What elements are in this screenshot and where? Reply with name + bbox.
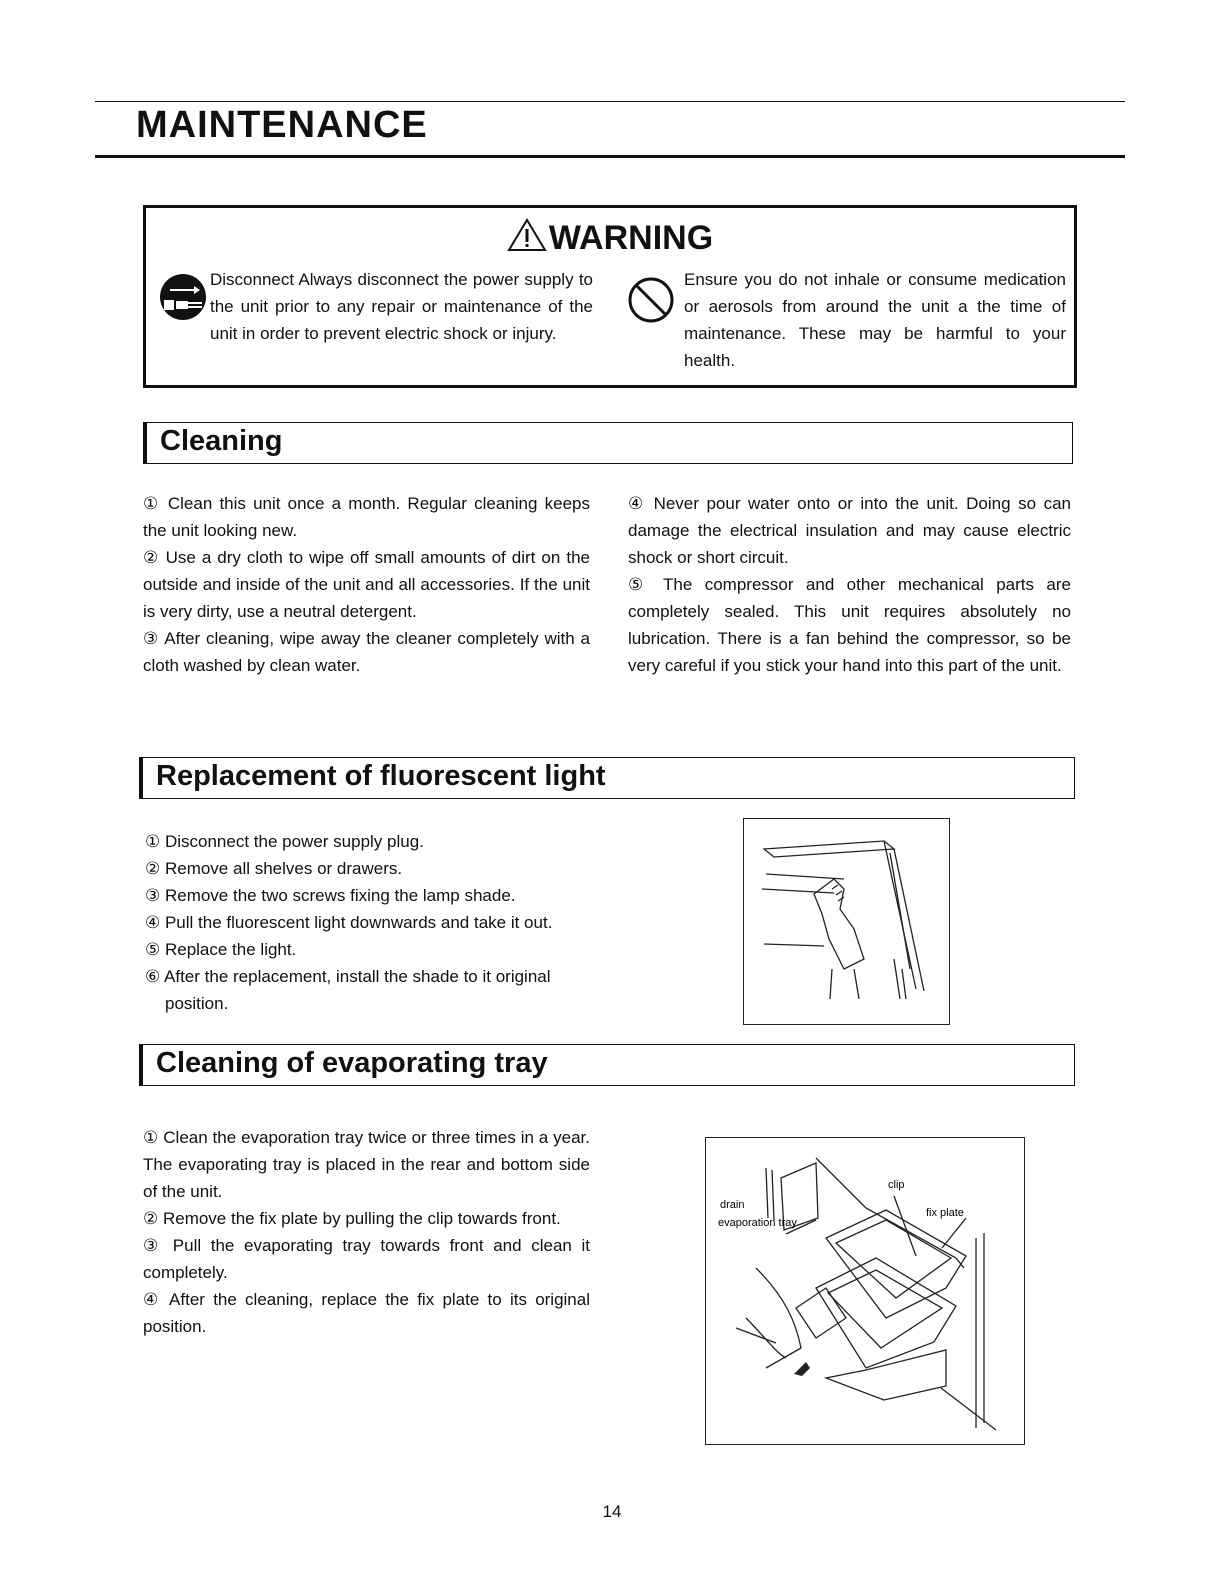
- evaporating-step-3: ③ Pull the evaporating tray towards front and clean it completely.: [143, 1236, 590, 1282]
- warning-triangle-icon: [507, 218, 547, 252]
- evaporating-tray-illustration: [706, 1138, 1024, 1444]
- cleaning-item-1: ① Clean this unit once a month. Regular cleaning keeps the unit looking new.: [143, 494, 590, 540]
- cleaning-item-4: ④ Never pour water onto or into the unit. Doing so can damage the electrical insulation and may cause electric shock or short circuit.: [628, 494, 1071, 567]
- header-left-bar: [140, 1045, 143, 1085]
- cleaning-section-header: [143, 422, 1073, 464]
- evaporating-step-4: ④ After the cleaning, replace the fix plate to its original position.: [143, 1290, 590, 1336]
- cleaning-right-column: [628, 490, 1071, 679]
- unplug-icon: [158, 272, 208, 322]
- header-left-bar: [140, 758, 143, 798]
- cleaning-left-column: [143, 490, 590, 679]
- fluorescent-step-4: ④ Pull the fluorescent light downwards and take it out.: [145, 913, 553, 932]
- fluorescent-section-header: [139, 757, 1075, 799]
- fluorescent-step-3: ③ Remove the two screws fixing the lamp shade.: [145, 886, 516, 905]
- fluorescent-step-2: ② Remove all shelves or drawers.: [145, 859, 403, 878]
- figure-label-fix-plate: fix plate: [926, 1207, 964, 1219]
- header-left-bar: [144, 423, 147, 463]
- fluorescent-figure: [743, 818, 950, 1025]
- warning-box: [143, 205, 1077, 388]
- evaporating-section-header: [139, 1044, 1075, 1086]
- figure-label-evaporation-tray: evaporation tray: [718, 1217, 797, 1229]
- top-rule: [95, 101, 1125, 102]
- title-underline: [95, 155, 1125, 158]
- warning-left-text: Disconnect Always disconnect the power supply to the unit prior to any repair or maintenance of the unit in order to prevent electric shock or injury.: [210, 270, 593, 343]
- warning-right-text: Ensure you do not inhale or consume medication or aerosols from around the unit a the time of maintenance. These may be harmful to your health.: [684, 270, 1066, 370]
- evaporating-step-1: ① Clean the evaporation tray twice or three times in a year. The evaporating tray is placed in the rear and bottom side of the unit.: [143, 1128, 590, 1201]
- fluorescent-step-1: ① Disconnect the power supply plug.: [145, 832, 424, 851]
- figure-label-drain: drain: [720, 1199, 745, 1211]
- figure-label-clip: clip: [888, 1179, 905, 1191]
- warning-heading: [146, 218, 1074, 258]
- warning-heading-text: WARNING: [548, 219, 714, 257]
- cleaning-item-5: ⑤ The compressor and other mechanical parts are completely sealed. This unit requires absolutely no lubrication. There is a fan behind the compressor, so be very careful if you stick your hand into this part of the unit.: [628, 575, 1071, 675]
- page-title: MAINTENANCE: [136, 104, 428, 146]
- lamp-replacement-illustration: [744, 819, 949, 1024]
- evaporating-steps: [143, 1124, 590, 1340]
- cleaning-title: Cleaning: [160, 425, 283, 457]
- fluorescent-step-6: ⑥ After the replacement, install the shade to it original position.: [145, 967, 551, 1013]
- cleaning-item-2: ② Use a dry cloth to wipe off small amounts of dirt on the outside and inside of the unit and all accessories. If the unit is very dirty, use a neutral detergent.: [143, 548, 590, 621]
- prohibited-icon: [627, 276, 675, 324]
- fluorescent-title: Replacement of fluorescent light: [156, 760, 606, 792]
- evaporating-step-2: ② Remove the fix plate by pulling the clip towards front.: [143, 1209, 561, 1228]
- evaporating-figure: [705, 1137, 1025, 1445]
- fluorescent-steps: [145, 828, 605, 1017]
- cleaning-item-3: ③ After cleaning, wipe away the cleaner completely with a cloth washed by clean water.: [143, 629, 590, 675]
- fluorescent-step-5: ⑤ Replace the light.: [145, 940, 297, 959]
- evaporating-title: Cleaning of evaporating tray: [156, 1047, 548, 1079]
- page-number: 14: [602, 1502, 622, 1521]
